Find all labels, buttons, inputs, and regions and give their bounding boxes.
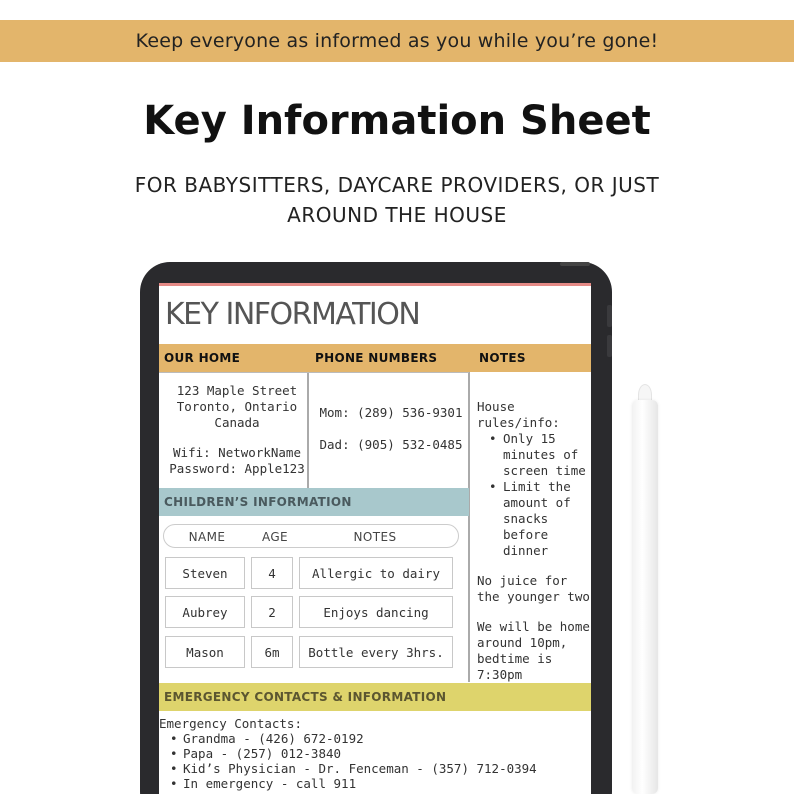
top-banner (0, 20, 794, 62)
emergency-item: • Kid’s Physician - Dr. Fenceman - (357) 712-0394 (183, 761, 591, 776)
rule-item: • Only 15 minutes of screen time (503, 431, 591, 479)
child-notes: Allergic to dairy (299, 557, 453, 589)
notes-bedtime: We will be home around 10pm, bedtime is 7:30pm (477, 619, 590, 682)
tablet-top-button (560, 262, 590, 266)
child-name: Aubrey (165, 596, 245, 628)
divider-header-bottom (159, 372, 469, 373)
home-address (167, 383, 307, 431)
home-line-2: Toronto, Ontario (176, 399, 298, 414)
home-wifi (167, 445, 307, 477)
child-name: Steven (165, 557, 245, 589)
col-notes: NOTES (353, 530, 397, 544)
header-our-home: OUR HOME (164, 351, 241, 365)
banner-text: Keep everyone as informed as you while you’re gone! (135, 30, 659, 52)
header-emergency (159, 683, 591, 711)
col-name: NAME (188, 530, 226, 544)
notes-heading: House rules/info: (477, 399, 560, 430)
header-notes: NOTES (479, 351, 526, 365)
emergency-heading: Emergency Contacts: (159, 716, 302, 731)
child-age: 6m (251, 636, 293, 668)
header-phone-numbers: PHONE NUMBERS (315, 351, 438, 365)
emergency-contacts (159, 716, 591, 791)
wifi-name: Wifi: NetworkName (173, 445, 301, 460)
rules-list (503, 431, 591, 559)
emergency-list (183, 731, 591, 791)
notes-column (477, 399, 591, 683)
page-subtitle (100, 170, 694, 230)
child-name: Mason (165, 636, 245, 668)
rule-item: • Limit the amount of snacks before dinner (503, 479, 591, 559)
child-notes: Enjoys dancing (299, 596, 453, 628)
stylus-pencil (632, 400, 658, 794)
screen-accent-line (159, 283, 591, 286)
phone-mom: Mom: (289) 536-9301 (319, 405, 463, 420)
subtitle-line-2: AROUND THE HOUSE (287, 203, 507, 227)
page-title: Key Information Sheet (143, 98, 651, 144)
col-age: AGE (261, 530, 289, 544)
phone-dad: Dad: (905) 532-0485 (319, 437, 463, 452)
header-emergency-label: EMERGENCY CONTACTS & INFORMATION (164, 690, 447, 704)
emergency-item: • In emergency - call 911 (183, 776, 591, 791)
tablet-volume-up-button (607, 305, 612, 327)
notes-juice: No juice for the younger two (477, 573, 590, 604)
emergency-item: • Papa - (257) 012-3840 (183, 746, 591, 761)
child-notes: Bottle every 3hrs. (299, 636, 453, 668)
sheet-title: KEY INFORMATION (165, 297, 420, 332)
home-line-1: 123 Maple Street (176, 383, 298, 398)
tablet-volume-down-button (607, 335, 612, 357)
child-age: 2 (251, 596, 293, 628)
tablet-screen (159, 283, 591, 794)
header-children (159, 488, 469, 516)
emergency-item: • Grandma - (426) 672-0192 (183, 731, 591, 746)
header-children-label: CHILDREN’S INFORMATION (164, 495, 352, 509)
subtitle-line-1: FOR BABYSITTERS, DAYCARE PROVIDERS, OR JUST (134, 173, 660, 197)
child-age: 4 (251, 557, 293, 589)
home-line-3: Canada (214, 415, 260, 430)
divider-home-phone (307, 372, 309, 488)
wifi-password: Password: Apple123 (169, 461, 305, 476)
